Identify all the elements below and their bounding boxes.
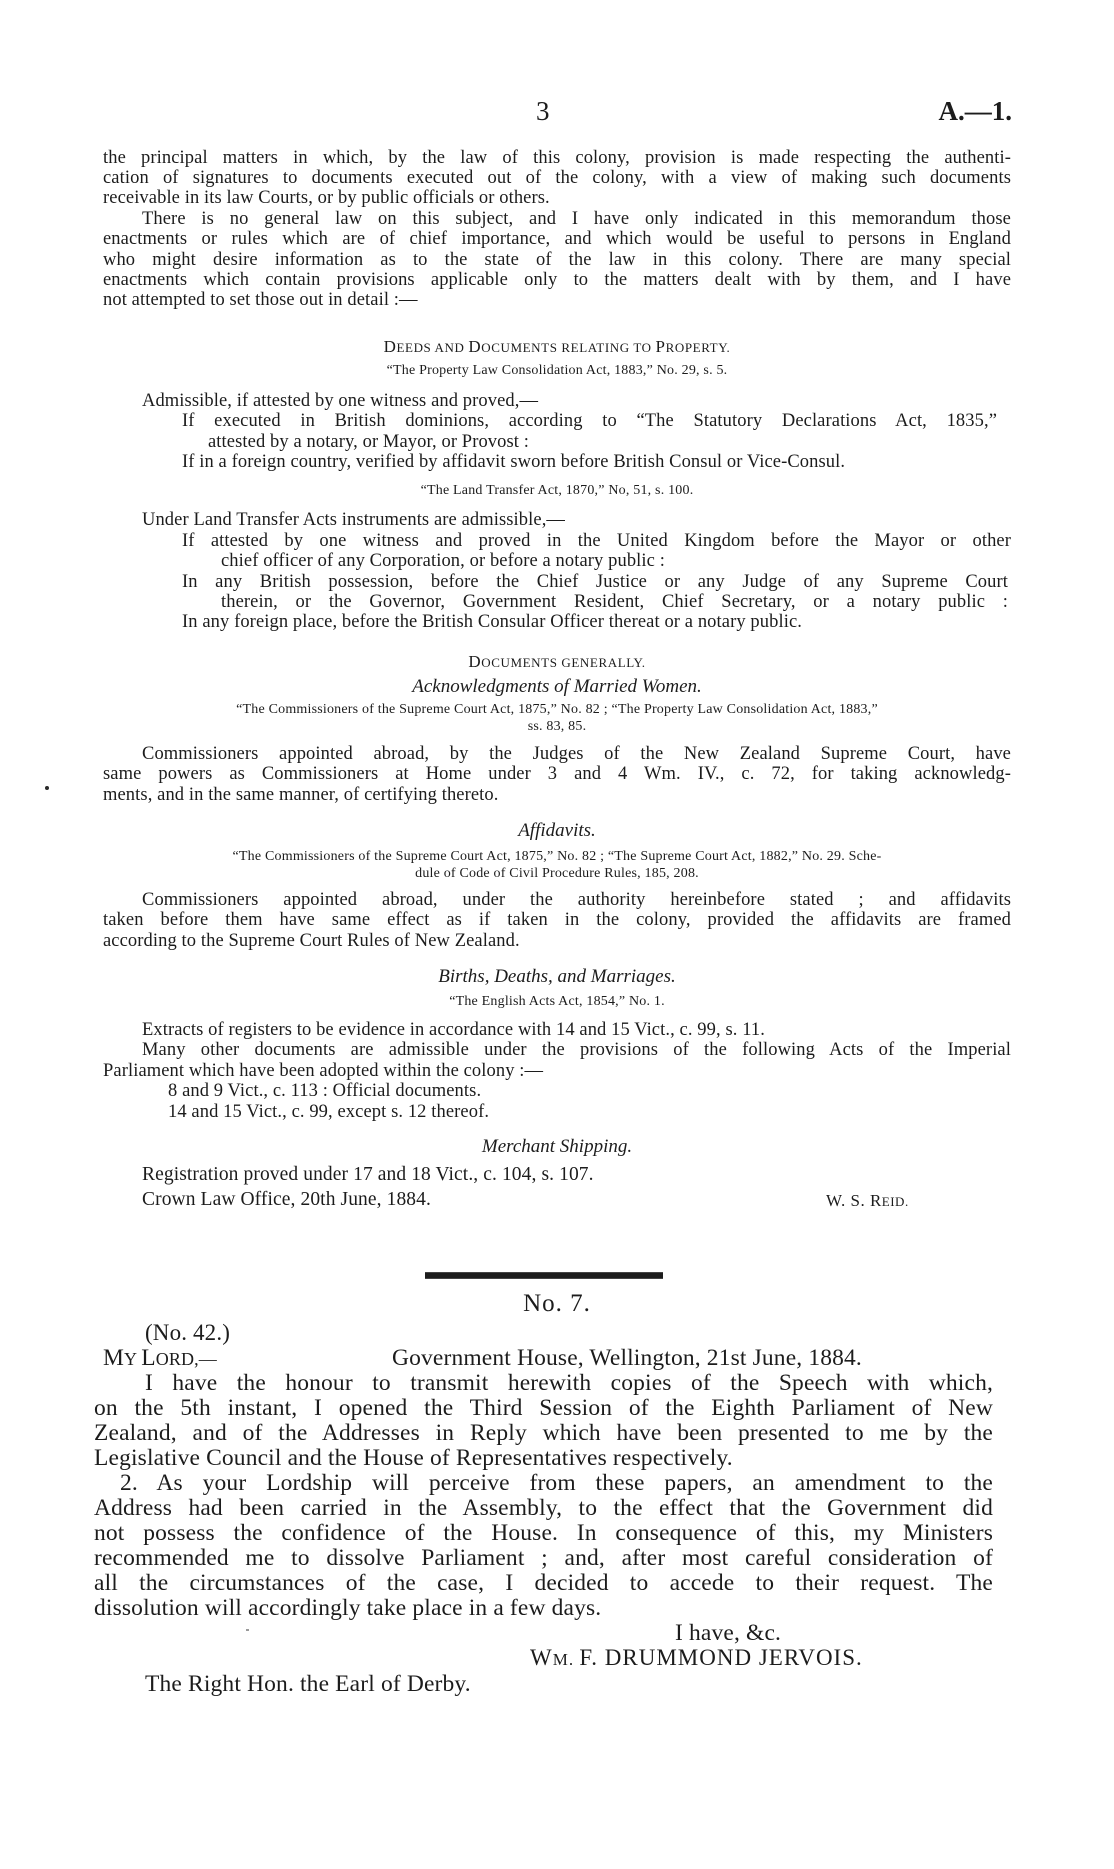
citation-commissioners-1: “The Commissioners of the Supreme Court Act, 1875,” No. 82 ; “The Property Law Consolidation Act, 1883,” <box>236 702 878 717</box>
affidavits-line-3: according to the Supreme Court Rules of New Zealand. <box>103 931 520 951</box>
births-line-1: Extracts of registers to be evidence in accordance with 14 and 15 Vict., c. 99, s. 11. <box>142 1020 765 1040</box>
deeds-line-3: attested by a notary, or Mayor, or Provost : <box>208 432 530 452</box>
despatch-closing: I have, &c. <box>675 1620 782 1646</box>
deeds-line-4: If in a foreign country, verified by affidavit sworn before British Consul or Vice-Consul. <box>182 452 846 472</box>
births-line-2: Many other documents are admissible under the provisions of the following Acts of the Imperial <box>142 1040 1011 1060</box>
land-transfer-line-3: chief officer of any Corporation, or before a notary public : <box>221 551 665 571</box>
subheading-affidavits: Affidavits. <box>518 820 596 841</box>
despatch-para-2-line-5: all the circumstances of the case, I decided to accede to their request. The <box>94 1570 993 1596</box>
intro-line-5: enactments or rules which are of chief importance, and which would be useful to persons in England <box>103 229 1011 249</box>
despatch-para-2-line-2: Address had been carried in the Assembly, to the effect that the Government did <box>94 1495 993 1521</box>
land-transfer-line-2: If attested by one witness and proved in the United Kingdom before the Mayor or other <box>182 531 1011 551</box>
memo-signature: W. S. REID. <box>826 1191 909 1210</box>
citation-affidavits-cont: dule of Code of Civil Procedure Rules, 185, 208. <box>415 866 699 881</box>
despatch-signature: WM. F. DRUMMOND JERVOIS. <box>530 1645 863 1670</box>
citation-land-transfer-act: “The Land Transfer Act, 1870,” No, 51, s. 100. <box>420 483 694 498</box>
births-line-4: 8 and 9 Vict., c. 113 : Official documents. <box>168 1081 482 1101</box>
margin-ink-speck <box>45 786 49 790</box>
despatch-para-2-line-4: recommended me to dissolve Parliament ; and, after most careful consideration of <box>94 1545 993 1571</box>
despatch-reference: (No. 42.) <box>145 1320 231 1345</box>
citation-affidavits: “The Commissioners of the Supreme Court Act, 1875,” No. 82 ; “The Supreme Court Act, 1882,” No. 29. Sche- <box>232 849 882 864</box>
intro-line-7: enactments which contain provisions applicable only to the matters dealt with by them, and I have <box>103 270 1011 290</box>
citation-commissioners-1-cont: ss. 83, 85. <box>527 719 587 734</box>
intro-line-2: cation of signatures to documents executed out of the colony, with a view of making such documents <box>103 168 1011 188</box>
despatch-para-2-line-6: dissolution will accordingly take place in a few days. <box>94 1595 602 1621</box>
married-women-line-1: Commissioners appointed abroad, by the Judges of the New Zealand Supreme Court, have <box>142 744 1011 764</box>
affidavits-line-2: taken before them have same effect as if taken in the colony, provided the affidavits are framed <box>103 910 1011 930</box>
births-line-5: 14 and 15 Vict., c. 99, except s. 12 thereof. <box>168 1102 490 1122</box>
citation-english-acts-act: “The English Acts Act, 1854,” No. 1. <box>449 994 665 1009</box>
despatch-para-1-line-3: Zealand, and of the Addresses in Reply which have been presented to me by the <box>94 1420 993 1446</box>
citation-property-law-act: “The Property Law Consolidation Act, 1883,” No. 29, s. 5. <box>386 363 728 378</box>
intro-line-1: the principal matters in which, by the law of this colony, provision is made respecting the authenti- <box>103 148 1011 168</box>
despatch-para-1-line-2: on the 5th instant, I opened the Third Session of the Eighth Parliament of New <box>94 1395 993 1421</box>
land-transfer-line-5: therein, or the Governor, Government Resident, Chief Secretary, or a notary public : <box>221 592 1008 612</box>
intro-line-8: not attempted to set those out in detail :— <box>103 290 418 310</box>
despatch-addressee: The Right Hon. the Earl of Derby. <box>145 1671 471 1697</box>
section-heading-deeds: DEEDS AND DOCUMENTS RELATING TO PROPERTY. <box>383 337 731 356</box>
despatch-para-1-line-4: Legislative Council and the House of Representatives respectively. <box>94 1445 733 1471</box>
land-transfer-line-6: In any foreign place, before the British Consular Officer thereat or a notary public. <box>182 612 802 632</box>
page-number: 3 <box>536 96 550 126</box>
deeds-line-1: Admissible, if attested by one witness and proved,— <box>142 391 539 411</box>
intro-line-6: who might desire information as to the state of the law in this colony. There are many special <box>103 250 1011 270</box>
despatch-para-2-line-1: 2. As your Lordship will perceive from these papers, an amendment to the <box>120 1470 993 1496</box>
affidavits-line-1: Commissioners appointed abroad, under the authority hereinbefore stated ; and affidavits <box>142 890 1011 910</box>
land-transfer-line-4: In any British possession, before the Chief Justice or any Judge of any Supreme Court <box>182 572 1008 592</box>
faint-ink-mark <box>246 1629 249 1631</box>
despatch-place-date: Government House, Wellington, 21st June, 1884. <box>392 1345 862 1371</box>
despatch-para-2-line-3: not possess the confidence of the House. In consequence of this, my Ministers <box>94 1520 993 1546</box>
despatch-salutation: MY LORD,— <box>103 1345 217 1371</box>
land-transfer-line-1: Under Land Transfer Acts instruments are admissible,— <box>142 510 566 530</box>
intro-line-4: There is no general law on this subject, and I have only indicated in this memorandum those <box>142 209 1011 229</box>
subheading-merchant-shipping: Merchant Shipping. <box>481 1136 633 1157</box>
births-line-3: Parliament which have been adopted within the colony :— <box>103 1061 544 1081</box>
intro-line-3: receivable in its law Courts, or by public officials or others. <box>103 188 550 208</box>
subheading-married-women: Acknowledgments of Married Women. <box>412 676 702 697</box>
married-women-line-3: ments, and in the same manner, of certifying thereto. <box>103 785 499 805</box>
paper-series-number: A.—1. <box>938 96 1012 126</box>
subheading-births-deaths-marriages: Births, Deaths, and Marriages. <box>438 966 676 987</box>
section-heading-documents-generally: DOCUMENTS GENERALLY. <box>468 652 646 671</box>
married-women-line-2: same powers as Commissioners at Home under 3 and 4 Wm. IV., c. 72, for taking acknowledg- <box>103 764 1011 784</box>
section-divider-rule <box>425 1272 663 1279</box>
despatch-para-1-line-1: I have the honour to transmit herewith copies of the Speech with which, <box>145 1370 993 1396</box>
despatch-number: No. 7. <box>523 1290 591 1317</box>
memo-date-line: Crown Law Office, 20th June, 1884. <box>142 1189 431 1210</box>
merchant-line-1: Registration proved under 17 and 18 Vict., c. 104, s. 107. <box>142 1164 594 1185</box>
deeds-line-2: If executed in British dominions, according to “The Statutory Declarations Act, 1835,” <box>182 411 997 431</box>
